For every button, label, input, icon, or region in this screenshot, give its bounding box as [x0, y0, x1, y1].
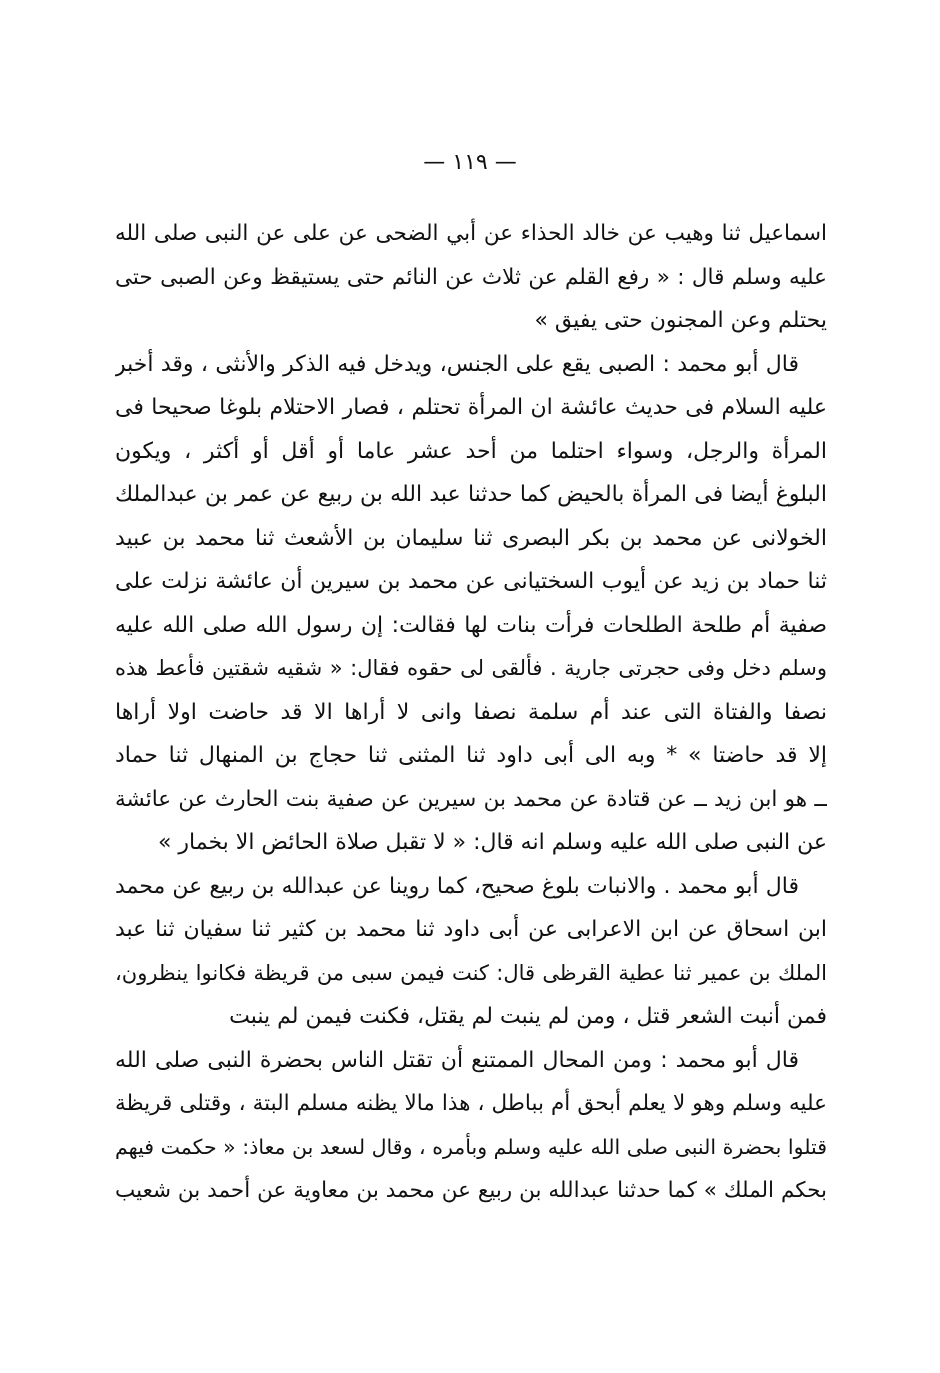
- text-line: الملك بن عمير ثنا عطية القرظى قال: كنت فيمن سبى من قريظة فكانوا ينظرون،: [115, 960, 827, 985]
- text-line: قتلوا بحضرة النبى صلى الله عليه وسلم وبأمره ، وقال لسعد بن معاذ: « حكمت فيهم: [115, 1134, 827, 1159]
- body-text: [115, 212, 827, 1213]
- text-line: عن النبى صلى الله عليه وسلم انه قال: « لا تقبل صلاة الحائض الا بخمار »: [157, 830, 827, 855]
- text-line: عليه السلام فى حديث عائشة ان المرأة تحتلم ، فصار الاحتلام بلوغا صحيحا فى: [115, 395, 827, 420]
- text-line: قال أبو محمد : الصبى يقع على الجنس، ويدخل فيه الذكر والأنثى ، وقد أخبر: [115, 351, 799, 377]
- text-line: وسلم دخل وفى حجرتى جارية . فألقى لى حقوه فقال: « شقيه شقتين فأعط هذه: [115, 656, 827, 680]
- text-line: قال أبو محمد . والانبات بلوغ صحيح، كما روينا عن عبدالله بن ربيع عن محمد: [115, 873, 799, 899]
- page-number: — ١١٩ —: [423, 150, 517, 175]
- text-line: عليه وسلم قال : « رفع القلم عن ثلاث عن النائم حتى يستيقظ وعن الصبى حتى: [115, 264, 827, 290]
- text-line: بحكم الملك » كما حدثنا عبدالله بن ربيع عن محمد بن معاوية عن أحمد بن شعيب: [115, 1178, 827, 1203]
- text-line: الخولانى عن محمد بن بكر البصرى ثنا سليمان بن الأشعث ثنا محمد بن عبيد: [115, 525, 827, 551]
- text-line: ابن اسحاق عن ابن الاعرابى عن أبى داود ثنا محمد بن كثير ثنا سفيان ثنا عبد: [115, 917, 827, 942]
- text-line: فمن أنبت الشعر قتل ، ومن لم ينبت لم يقتل، فكنت فيمن لم ينبت: [229, 1004, 827, 1029]
- text-line: البلوغ أيضا فى المرأة بالحيض كما حدثنا عبد الله بن ربيع عن عمر بن عبدالملك: [115, 482, 827, 507]
- text-line: قال أبو محمد : ومن المحال الممتنع أن تقتل الناس بحضرة النبى صلى الله: [115, 1047, 799, 1073]
- text-line: ــ هو ابن زيد ــ عن قتادة عن محمد بن سيرين عن صفية بنت الحارث عن عائشة: [115, 786, 827, 812]
- text-line: نصفا والفتاة التى عند أم سلمة نصفا وانى لا أراها الا قد حاضت اولا أراها: [115, 699, 827, 725]
- text-line: إلا قد حاضتا » * وبه الى أبى داود ثنا المثنى ثنا حجاج بن المنهال ثنا حماد: [115, 743, 827, 768]
- text-line: المرأة والرجل، وسواء احتلما من أحد عشر عاما أو أقل أو أكثر ، ويكون: [115, 438, 827, 464]
- text-line: يحتلم وعن المجنون حتى يفيق »: [534, 308, 827, 333]
- text-line: عليه وسلم وهو لا يعلم أبحق أم بباطل ، هذا مالا يظنه مسلم البتة ، وقتلى قريظة: [115, 1091, 827, 1116]
- text-line: اسماعيل ثنا وهيب عن خالد الحذاء عن أبي الضحى عن على عن النبى صلى الله: [115, 221, 827, 246]
- text-line: صفية أم طلحة الطلحات فرأت بنات لها فقالت: إن رسول الله صلى الله عليه: [115, 612, 827, 638]
- text-line: ثنا حماد بن زيد عن أيوب السختيانى عن محمد بن سيرين أن عائشة نزلت على: [115, 569, 827, 594]
